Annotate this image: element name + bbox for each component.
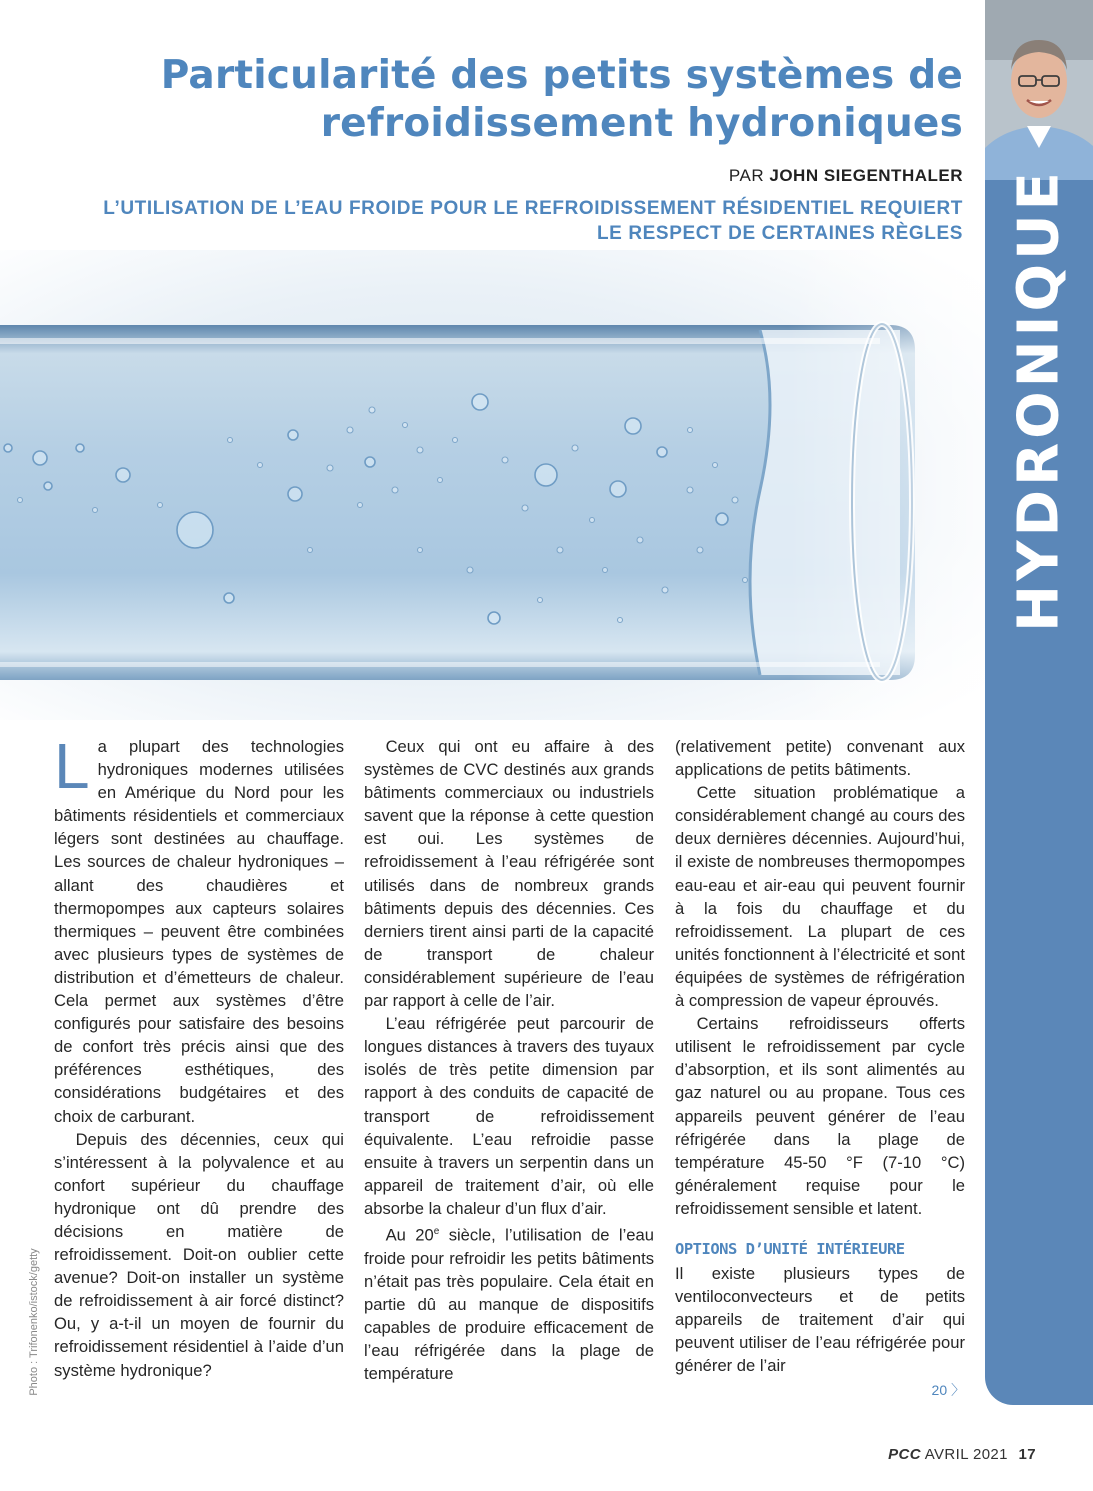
paragraph-1-text: a plupart des technologies hydroniques modernes utilisées en Amérique du Nord pour les bâtiments résidentiels et commerciaux légers sont destinées au chauffage. Les sources de chaleur hydroniques – allant des chaudières et thermopompes aux capteurs solaires thermiques – peuvent être combinées avec plusieurs types de systèmes de distribution et d’émetteurs de chaleur. Cela permet aux systèmes d’être configurés pour satisfaire des besoins de confort très précis ainsi que des préférences esthétiques, des considérations budgétaires et des choix de carburant. — [54, 737, 344, 1126]
section-label: HYDRONIQUE — [1006, 168, 1072, 632]
paragraph-4: L’eau réfrigérée peut parcourir de longues distances à travers des tuyaux isolés de très petite dimension par rapport à des conduits de capacité de transport de refroidissement équivalente. L’eau refroidie passe ensuite à travers un serpentin dans un appareil de traitement d’air, où elle absorbe la chaleur d’un flux d’air. — [364, 1014, 654, 1218]
article-deck: L’UTILISATION DE L’EAU FROIDE POUR LE REFROIDISSEMENT RÉSIDENTIEL REQUIERT LE RESPECT DE CERTAINES RÈGLES — [103, 198, 963, 244]
byline — [729, 166, 963, 186]
issue-date: AVRIL 2021 — [924, 1446, 1008, 1463]
article-title: Particularité des petits systèmes de refroidissement hydroniques — [160, 53, 963, 146]
text-column-1 — [54, 730, 344, 1382]
text-column-3 — [675, 735, 965, 1402]
photo-credit: Photo : Trifonenko/istock/getty — [28, 1248, 40, 1396]
subheading: OPTIONS D’UNITÉ INTÉRIEURE — [675, 1239, 905, 1258]
continued-on-page: 20 〉 — [931, 1381, 965, 1398]
magazine-logo: PCC — [888, 1446, 921, 1463]
paragraph-2: Depuis des décennies, ceux qui s’intéressent à la polyvalence et au confort supérieur du chauffage hydronique ont dû prendre des décisions en matière de refroidissement. Doit-on oublier cette avenue? Doit-on installer un système de refroidissement à air forcé distinct? Ou, y a-t-il un moyen de fournir du refroidissement résidentiel à l’aide d’un système hydronique? — [54, 1129, 344, 1380]
superscript: e — [433, 1225, 440, 1237]
paragraph-8: Il existe plusieurs types de ventiloconvecteurs et de petits appareils de traitement d’air qui peuvent utiliser de l’eau réfrigérée pour générer de l’air — [675, 1264, 965, 1376]
text-column-2 — [364, 735, 654, 1385]
paragraph-3: Ceux qui ont eu affaire à des systèmes de CVC destinés aux grands bâtiments commerciaux ou industriels savent que la réponse à cette question est oui. Les systèmes de refroidissement à l’eau réfrigérée sont utilisés dans de nombreux grands bâtiments depuis des décennies. Ces derniers tirent ainsi parti de la capacité de transport de chaleur considérablement supérieure de l’eau par rapport à celle de l’air. — [364, 737, 654, 1011]
paragraph-5-start: Au 20 — [385, 1225, 434, 1245]
paragraph-6: Cette situation problématique a considérablement changé au cours des deux dernières décennies. Aujourd’hui, il existe de nombreuses thermopompes eau-eau et air-eau qui peuvent fournir à la fois du chauffage et du refroidissement. La plupart de ces unités fonctionnent à l’électricité et sont équipées de systèmes de réfrigération à compression de vapeur éprouvés. — [675, 783, 965, 1011]
drop-cap: L — [54, 730, 90, 802]
paragraph-5-rest: siècle, l’utilisation de l’eau froide pour refroidir les petits bâtiments n’était pas très populaire. Cela était en partie dû au manque de dispositifs capables de produire efficacement de l’eau réfrigérée dans la plage de température — [364, 1225, 654, 1384]
hero-image-glass-tube-icon — [0, 250, 985, 720]
paragraph-1 — [54, 730, 344, 1128]
paragraph-5 — [364, 1220, 654, 1385]
author-name: JOHN SIEGENTHALER — [769, 166, 963, 185]
paragraph-5-continued: (relativement petite) convenant aux applications de petits bâtiments. — [675, 737, 965, 780]
byline-prefix: PAR — [728, 166, 765, 185]
page-footer — [888, 1446, 1036, 1463]
author-portrait — [985, 0, 1093, 180]
paragraph-7: Certains refroidisseurs offerts utilisent le refroidissement par cycle d’absorption, et ils sont alimentés au gaz naturel ou au propane. Tous ces appareils peuvent générer de l’eau réfrigérée dans la plage de température 45-50 °F (7-10 °C) généralement requise pour le refroidissement sensible et latent. — [675, 1014, 965, 1218]
page-number: 17 — [1018, 1446, 1036, 1463]
